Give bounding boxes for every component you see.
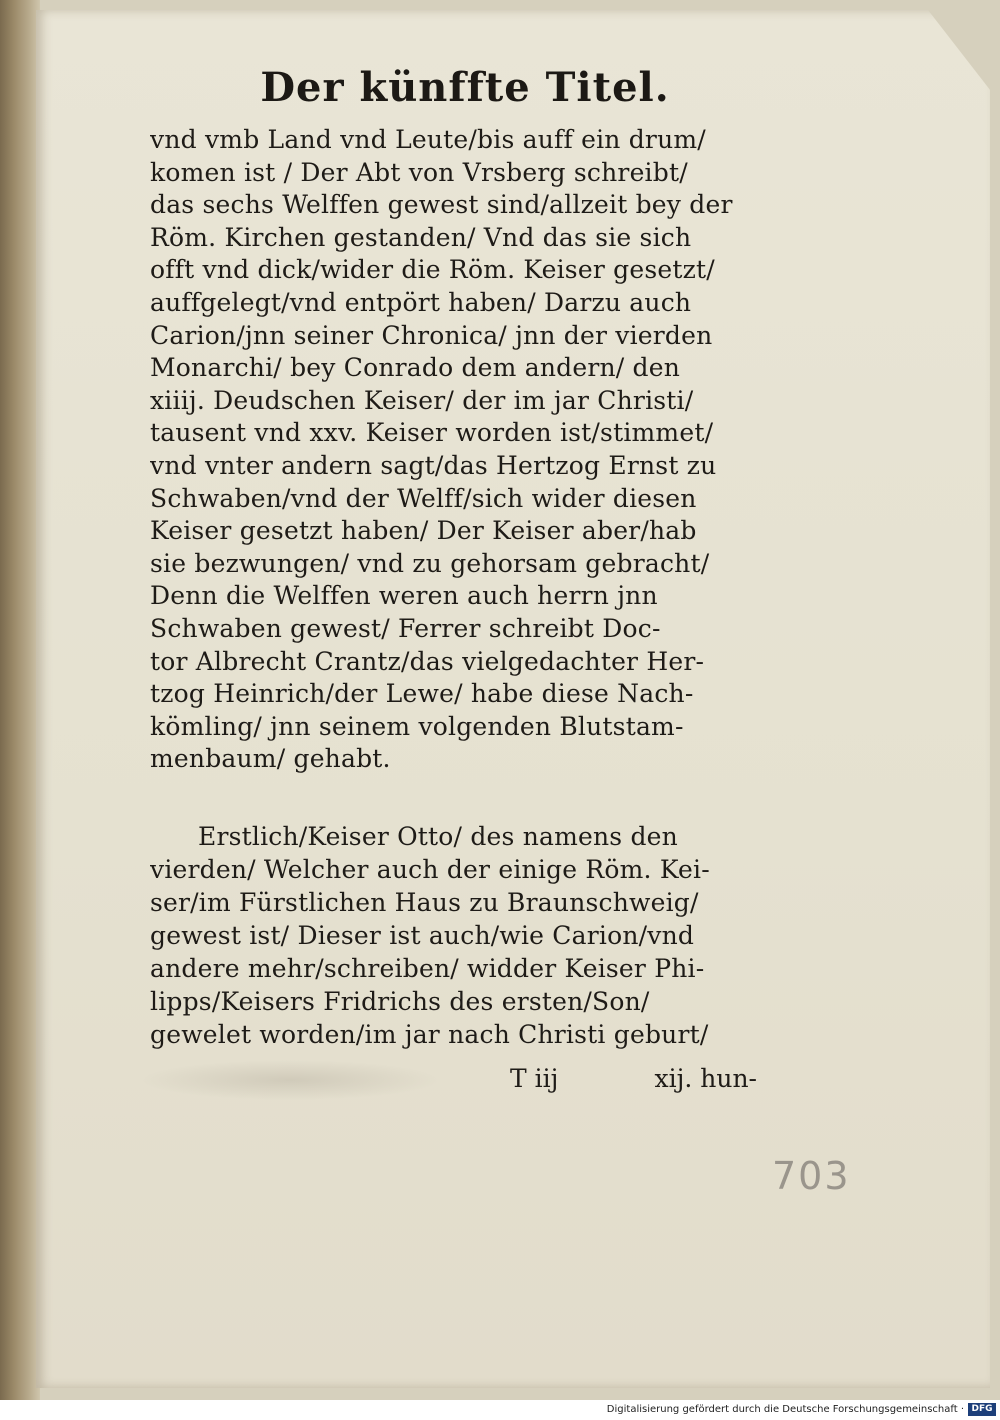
- text-line: das sechs Welffen gewest sind/allzeit bey der: [150, 190, 733, 220]
- text-line: tor Albrecht Crantz/das vielgedachter Her-: [150, 646, 705, 676]
- text-line: Carion/jnn seiner Chronica/ jnn der vierden: [150, 320, 713, 350]
- paragraph-1: [150, 124, 765, 776]
- text-line: Keiser gesetzt haben/ Der Keiser aber/hab: [150, 516, 697, 546]
- text-line: tzog Heinrich/der Lewe/ habe diese Nach-: [150, 679, 694, 709]
- paragraph-2: [150, 820, 765, 1051]
- page-title: Der künffte Titel.: [260, 64, 670, 111]
- book-binding-edge: [0, 0, 40, 1400]
- catchword: xij. hun-: [654, 1064, 757, 1093]
- text-line: xiiij. Deudschen Keiser/ der im jar Christi/: [150, 385, 694, 415]
- folio-number: 703: [772, 1154, 851, 1198]
- text-line: Schwaben/vnd der Welff/sich wider diesen: [150, 483, 697, 513]
- text-line: vierden/ Welcher auch der einige Röm. Kei-: [150, 855, 710, 884]
- text-line: ser/im Fürstlichen Haus zu Braunschweig/: [150, 888, 699, 917]
- text-line: gewelet worden/im jar nach Christi geburt/: [150, 1020, 709, 1049]
- text-line: Röm. Kirchen gestanden/ Vnd das sie sich: [150, 222, 692, 252]
- text-line: vnd vmb Land vnd Leute/bis auff ein drum/: [150, 125, 706, 154]
- signature-mark: T iij: [510, 1064, 559, 1093]
- text-line: Erstlich/Keiser Otto/ des namens den: [198, 822, 678, 851]
- page-footer-marks: [150, 1064, 765, 1094]
- dfg-logo: DFG: [968, 1403, 996, 1416]
- text-line: komen ist / Der Abt von Vrsberg schreibt/: [150, 157, 688, 187]
- text-line: lipps/Keisers Fridrichs des ersten/Son/: [150, 987, 650, 1016]
- text-line: vnd vnter andern sagt/das Hertzog Ernst zu: [150, 450, 717, 480]
- text-line: kömling/ jnn seinem volgenden Blutstam-: [150, 711, 684, 741]
- text-line: gewest ist/ Dieser ist auch/wie Carion/vnd: [150, 921, 695, 950]
- text-line: offt vnd dick/wider die Röm. Keiser gesetzt/: [150, 255, 715, 285]
- text-line: Monarchi/ bey Conrado dem andern/ den: [150, 353, 681, 383]
- text-line: auffgelegt/vnd entpört haben/ Darzu auch: [150, 287, 692, 317]
- text-line: Denn die Welffen weren auch herrn jnn: [150, 581, 658, 611]
- text-line: andere mehr/schreiben/ widder Keiser Phi-: [150, 954, 705, 983]
- text-line: tausent vnd xxv. Keiser worden ist/stimmet/: [150, 418, 714, 448]
- text-line: Schwaben gewest/ Ferrer schreibt Doc-: [150, 613, 661, 643]
- text-line: menbaum/ gehabt.: [150, 744, 391, 774]
- text-line: sie bezwungen/ vnd zu gehorsam gebracht/: [150, 548, 710, 578]
- credit-text: Digitalisierung gefördert durch die Deutsche Forschungsgemeinschaft ·: [606, 1404, 964, 1415]
- digitization-credit-bar: [0, 1400, 1000, 1420]
